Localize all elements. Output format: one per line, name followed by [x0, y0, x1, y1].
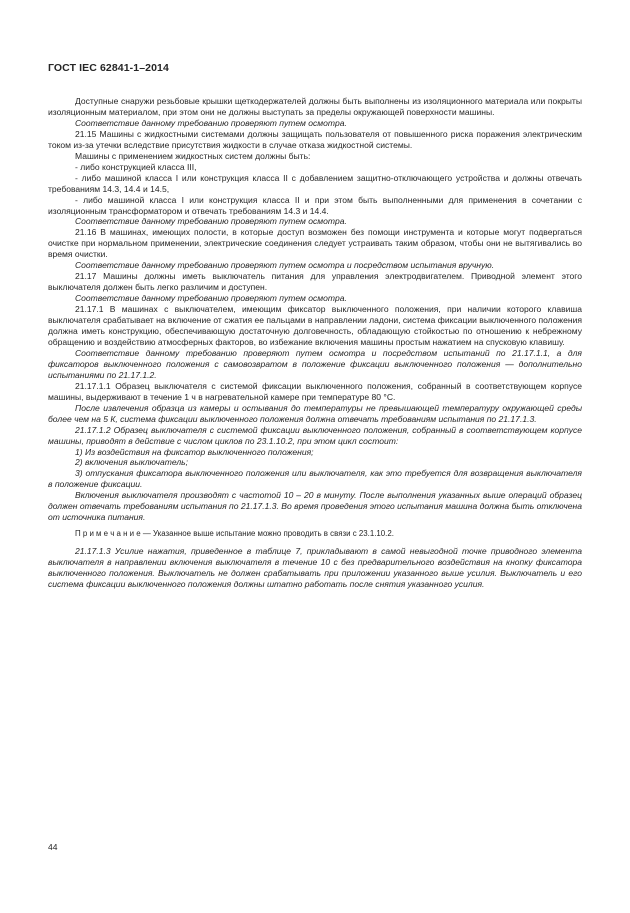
paragraph: 1) Из воздействия на фиксатор выключенного положения; — [75, 446, 314, 457]
paragraph: Доступные снаружи резьбовые крышки щеткодержателей должны быть выполнены из изоляционного материала или покрыты изоляционным материалом, при этом они не должны выступать за пределы окружающей поверхности машины. — [48, 96, 582, 117]
paragraph: Машины с применением жидкостных систем должны быть: — [75, 150, 311, 161]
paragraph: - либо конструкцией класса III, — [75, 161, 197, 172]
note-text: — Указанное выше испытание можно проводить в связи с 23.1.10.2. — [140, 529, 394, 539]
paragraph: 21.15 Машины с жидкостными системами должны защищать пользователя от повышенного риска поражения электрическим током из-за утечки вследствие присутствия жидкости в случае отказа жидкостной системы. — [48, 128, 582, 150]
document-body — [48, 96, 582, 590]
paragraph: 2) включения выключатель; — [75, 457, 189, 468]
paragraph: Соответствие данному требованию проверяют путем осмотра и посредством испытания вручную. — [75, 260, 495, 271]
document-header: ГОСТ IEC 62841-1–2014 — [48, 62, 169, 74]
paragraph: 21.17 Машины должны иметь выключатель питания для управления электродвигателем. Приводной элемент этого выключателя должен быть легко различим и доступен. — [48, 271, 582, 293]
paragraph: Соответствие данному требованию проверяют путем осмотра и посредством испытаний по 21.17.1.1, а для фиксаторов выключенного положения с самовозвратом в положение фиксации выключенного положения — дополнительно испытаниями по 21.17.1.2. — [48, 347, 582, 380]
paragraph: 21.17.1 В машинах с выключателем, имеющим фиксатор выключенного положения, при наличии которого клавиша выключателя срабатывает на включение от сжатия ее пальцами в направлении ладони, система фиксации выключенного положения должна иметь конструкцию, обеспечивающую достаточную долговечность, обладающую стойкостью по отношению к небрежному обращению и воздействию атмосферных факторов, во избежание включения машины простым нажатием на спусковую клавишу. — [48, 304, 582, 347]
paragraph: После извлечения образца из камеры и остывания до температуры не превышающей температуру окружающей среды более чем на 5 К, система фиксации выключенного положения должна отвечать требованиям испытания по 21.17.1.3. — [48, 402, 582, 424]
paragraph: Включения выключателя производят с частотой 10 – 20 в минуту. После выполнения указанных выше операций образец должен отвечать требованиям испытания по 21.17.1.3. Во время проведения этого испытания машина должна быть отключена от источника питания. — [48, 490, 582, 523]
page-number: 44 — [48, 842, 58, 852]
paragraph: 21.16 В машинах, имеющих полости, в которые доступ возможен без помощи инструмента и которые могут подвергаться очистке при нормальном применении, электрические соединения следует устраивать таким образом, чтобы они не вытягивались во время очистки. — [48, 227, 582, 260]
note-label: П р и м е ч а н и е — [75, 529, 141, 539]
paragraph: 3) отпускания фиксатора выключенного положения или выключателя, как это требуется для возвращения выключателя в положение фиксации. — [48, 468, 582, 490]
paragraph: 21.17.1.1 Образец выключателя с системой фиксации выключенного положения, собранный в соответствующем корпусе машины, выдерживают в течение 1 ч в нагревательной камере при температуре 80 °С. — [48, 380, 582, 402]
paragraph: 21.17.1.2 Образец выключателя с системой фиксации выключенного положения, собранный в соответствующем корпусе машины, приводят в действие с числом циклов по 23.1.10.2, при этом цикл состоит: — [48, 424, 582, 446]
paragraph: Соответствие данному требованию проверяют путем осмотра. — [75, 293, 347, 304]
paragraph: 21.17.1.3 Усилие нажатия, приведенное в таблице 7, прикладывают в самой невыгодной точке приводного элемента выключателя в направлении включения выключателя в течение 10 с без предварительного воздействия на кнопку фиксатора выключенного положения. Выключатель не должен срабатывать при приложении указанного выше усилия. Выключатель и его система фиксации выключенного положения должны штатно работать после снятия указанного усилия. — [48, 546, 582, 589]
paragraph: - либо машиной класса I или конструкция класса II и при этом быть выполненными для применения в сочетании с изоляционным трансформатором и отвечать требованиям 14.3 и 14.4. — [48, 194, 582, 216]
paragraph: - либо машиной класса I или конструкция класса II с добавлением защитно-отключающего устройства и должны отвечать требованиям 14.3, 14.4 и 14.5, — [48, 172, 582, 194]
paragraph: Соответствие данному требованию проверяют путем осмотра. — [75, 216, 347, 227]
note — [48, 529, 582, 540]
paragraph: Соответствие данному требованию проверяют путем осмотра. — [75, 117, 347, 128]
